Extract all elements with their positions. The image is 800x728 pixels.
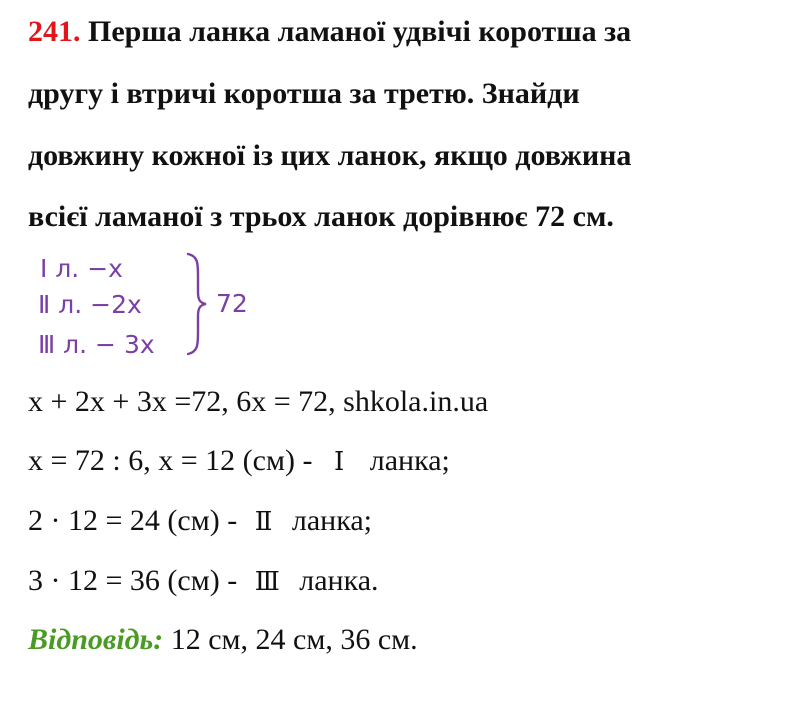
solution-step-4 bbox=[28, 563, 379, 600]
system-row-1: Ⅰ л. −x bbox=[40, 254, 123, 283]
step-2-equation: x = 72 : 6, x = 12 (см) - bbox=[28, 444, 313, 477]
system-row-2: Ⅱ л. −2x bbox=[38, 290, 142, 319]
step-3-label: ланка; bbox=[291, 504, 372, 537]
step-4-equation: 3 · 12 = 36 (см) - bbox=[28, 564, 238, 597]
solution-step-2 bbox=[28, 443, 450, 480]
answer-line bbox=[28, 622, 418, 658]
step-4-label: ланка. bbox=[299, 564, 379, 597]
problem-text-line-4: всієї ламаної з трьох ланок дорівнює 72 см. bbox=[28, 200, 614, 233]
solution-step-3 bbox=[28, 503, 372, 540]
problem-number: 241. bbox=[28, 15, 81, 48]
step-3-roman: Ⅱ bbox=[254, 507, 273, 537]
answer-text: 12 см, 24 см, 36 см. bbox=[170, 623, 418, 656]
step-2-label: ланка; bbox=[369, 444, 450, 477]
step-4-roman: Ⅲ bbox=[254, 567, 280, 597]
solution-step-1: x + 2x + 3x =72, 6x = 72, shkola.in.ua bbox=[28, 385, 489, 418]
right-brace bbox=[184, 252, 208, 356]
system-total: 72 bbox=[216, 289, 248, 318]
problem-text-line-3: довжину кожної із цих ланок, якщо довжина bbox=[28, 139, 632, 172]
system-row-3: Ⅲ л. − 3x bbox=[38, 330, 155, 359]
problem-text-line-2: другу і втричі коротша за третю. Знайди bbox=[28, 77, 580, 110]
step-2-roman: Ⅰ bbox=[333, 447, 345, 477]
step-3-equation: 2 · 12 = 24 (см) - bbox=[28, 504, 238, 537]
problem-line-1 bbox=[28, 14, 631, 50]
answer-label: Відповідь: bbox=[28, 623, 164, 656]
problem-text-line-1: Перша ланка ламаної удвічі коротша за bbox=[88, 15, 632, 48]
